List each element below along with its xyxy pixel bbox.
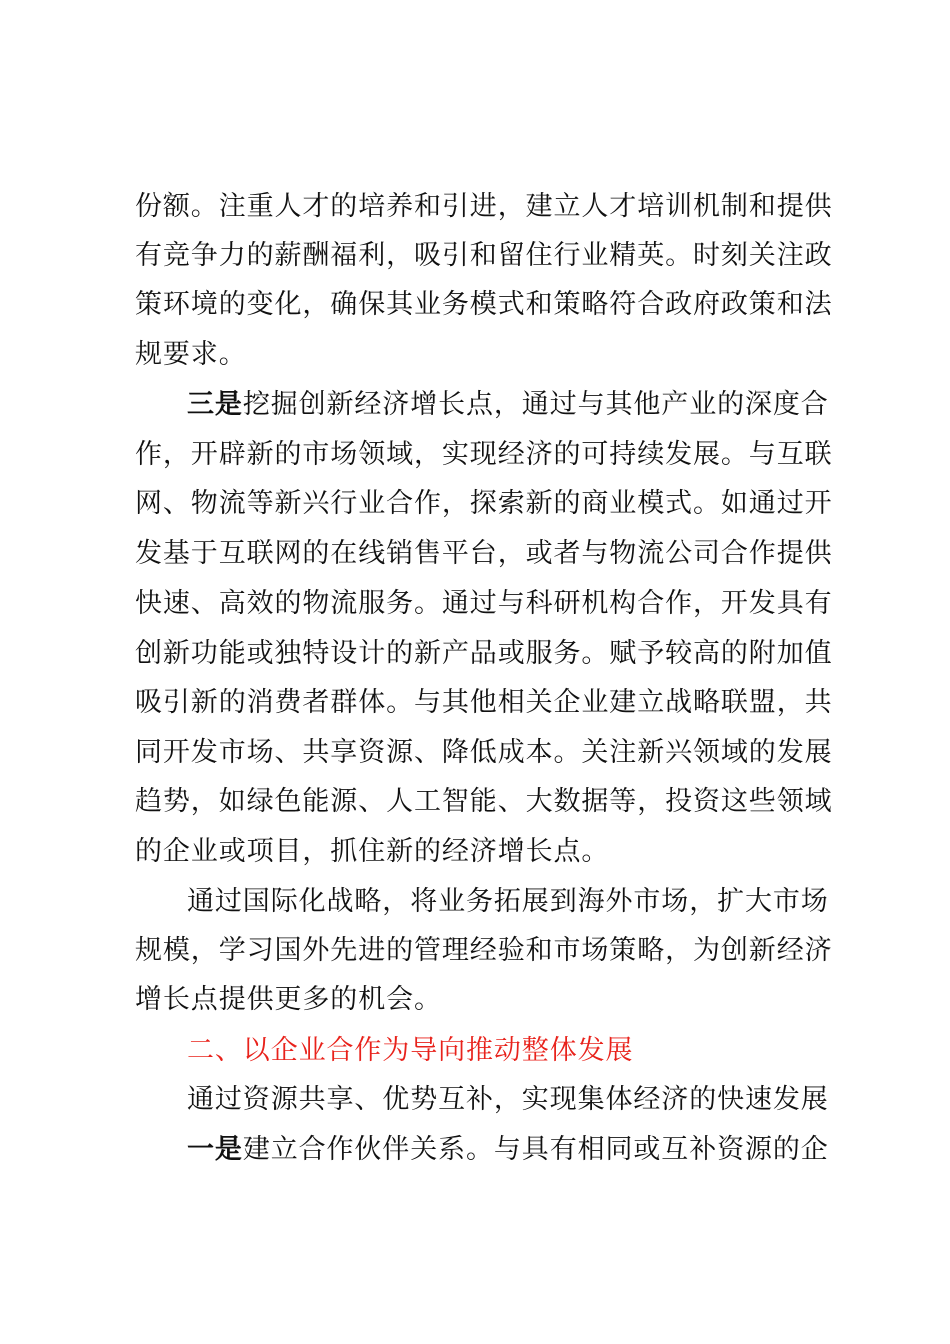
lead-label: 一是 <box>187 1134 243 1165</box>
body-line: 规模，学习国外先进的管理经验和市场策略，为创新经济 <box>135 935 833 966</box>
section-heading: 二、以企业合作为导向推动整体发展 <box>187 1035 634 1066</box>
body-line: 作，开辟新的市场领域，实现经济的可持续发展。与互联 <box>135 439 833 470</box>
body-line: 策环境的变化，确保其业务模式和策略符合政府政策和法 <box>135 289 833 320</box>
body-line: 规要求。 <box>135 339 247 370</box>
body-line: 快速、高效的物流服务。通过与科研机构合作，开发具有 <box>135 588 833 619</box>
body-line: 吸引新的消费者群体。与其他相关企业建立战略联盟，共 <box>135 687 833 718</box>
body-text: 建立合作伙伴关系。与具有相同或互补资源的企 <box>242 1134 829 1165</box>
body-line: 趋势，如绿色能源、人工智能、大数据等，投资这些领域 <box>135 786 833 817</box>
body-line: 有竞争力的薪酬福利，吸引和留住行业精英。时刻关注政 <box>135 240 833 271</box>
body-line: 增长点提供更多的机会。 <box>135 984 442 1015</box>
lead-label: 三是 <box>187 389 243 420</box>
body-line: 创新功能或独特设计的新产品或服务。赋予较高的附加值 <box>135 638 833 669</box>
paragraph-start-line: 通过国际化战略，将业务拓展到海外市场，扩大市场 <box>187 886 829 917</box>
body-line: 网、物流等新兴行业合作，探索新的商业模式。如通过开 <box>135 488 833 519</box>
paragraph-start-line: 通过资源共享、优势互补，实现集体经济的快速发展 <box>187 1084 829 1115</box>
body-line: 同开发市场、共享资源、降低成本。关注新兴领域的发展 <box>135 737 833 768</box>
paragraph-start-line <box>187 385 835 425</box>
body-text: 挖掘创新经济增长点，通过与其他产业的深度合 <box>242 389 829 420</box>
body-line: 的企业或项目，抓住新的经济增长点。 <box>135 836 610 867</box>
body-line: 份额。注重人才的培养和引进，建立人才培训机制和提供 <box>135 191 833 222</box>
paragraph-start-line <box>187 1130 835 1170</box>
body-line: 发基于互联网的在线销售平台，或者与物流公司合作提供 <box>135 538 833 569</box>
